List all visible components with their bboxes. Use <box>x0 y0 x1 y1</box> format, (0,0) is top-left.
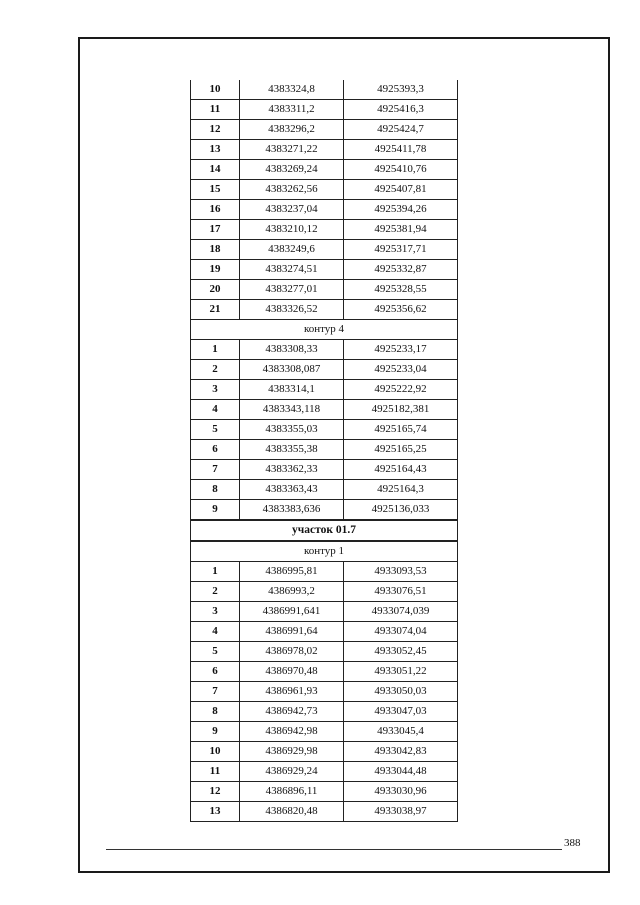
point-number-cell: 5 <box>191 420 240 440</box>
x-coordinate-cell: 4383363,43 <box>240 480 344 500</box>
point-number-cell: 10 <box>191 742 240 762</box>
y-coordinate-cell: 4925165,25 <box>344 440 458 460</box>
table-row <box>191 220 458 240</box>
table-row <box>191 802 458 822</box>
x-coordinate-cell: 4386970,48 <box>240 662 344 682</box>
table-row <box>191 602 458 622</box>
point-number-cell: 21 <box>191 300 240 320</box>
x-coordinate-cell: 4386929,24 <box>240 762 344 782</box>
table-row <box>191 480 458 500</box>
x-coordinate-cell: 4383343,118 <box>240 400 344 420</box>
point-number-cell: 20 <box>191 280 240 300</box>
x-coordinate-cell: 4383326,52 <box>240 300 344 320</box>
y-coordinate-cell: 4925233,04 <box>344 360 458 380</box>
y-coordinate-cell: 4933074,039 <box>344 602 458 622</box>
point-number-cell: 1 <box>191 562 240 582</box>
point-number-cell: 13 <box>191 802 240 822</box>
y-coordinate-cell: 4925393,3 <box>344 80 458 100</box>
point-number-cell: 14 <box>191 160 240 180</box>
y-coordinate-cell: 4933050,03 <box>344 682 458 702</box>
page-number: 388 <box>564 837 581 849</box>
point-number-cell: 2 <box>191 360 240 380</box>
x-coordinate-cell: 4386978,02 <box>240 642 344 662</box>
y-coordinate-cell: 4933074,04 <box>344 622 458 642</box>
x-coordinate-cell: 4386991,641 <box>240 602 344 622</box>
table-row <box>191 400 458 420</box>
table-row <box>191 260 458 280</box>
x-coordinate-cell: 4383262,56 <box>240 180 344 200</box>
table-row <box>191 742 458 762</box>
point-number-cell: 10 <box>191 80 240 100</box>
point-number-cell: 3 <box>191 380 240 400</box>
point-number-cell: 15 <box>191 180 240 200</box>
x-coordinate-cell: 4386942,73 <box>240 702 344 722</box>
y-coordinate-cell: 4925416,3 <box>344 100 458 120</box>
point-number-cell: 16 <box>191 200 240 220</box>
x-coordinate-cell: 4386929,98 <box>240 742 344 762</box>
y-coordinate-cell: 4925410,76 <box>344 160 458 180</box>
y-coordinate-cell: 4933052,45 <box>344 642 458 662</box>
point-number-cell: 6 <box>191 662 240 682</box>
y-coordinate-cell: 4925317,71 <box>344 240 458 260</box>
point-number-cell: 2 <box>191 582 240 602</box>
y-coordinate-cell: 4925182,381 <box>344 400 458 420</box>
table-row <box>191 662 458 682</box>
y-coordinate-cell: 4925222,92 <box>344 380 458 400</box>
y-coordinate-cell: 4925407,81 <box>344 180 458 200</box>
x-coordinate-cell: 4383355,03 <box>240 420 344 440</box>
y-coordinate-cell: 4925165,74 <box>344 420 458 440</box>
y-coordinate-cell: 4925424,7 <box>344 120 458 140</box>
x-coordinate-cell: 4386995,81 <box>240 562 344 582</box>
table-row <box>191 722 458 742</box>
y-coordinate-cell: 4925332,87 <box>344 260 458 280</box>
table-row <box>191 360 458 380</box>
point-number-cell: 9 <box>191 500 240 521</box>
x-coordinate-cell: 4383274,51 <box>240 260 344 280</box>
coordinates-table <box>190 80 458 822</box>
y-coordinate-cell: 4925233,17 <box>344 340 458 360</box>
table-row <box>191 80 458 100</box>
point-number-cell: 19 <box>191 260 240 280</box>
point-number-cell: 8 <box>191 702 240 722</box>
table-row <box>191 562 458 582</box>
table-row <box>191 280 458 300</box>
part-heading: участок 01.7 <box>191 520 458 541</box>
coordinates-table-body <box>191 80 458 822</box>
point-number-cell: 7 <box>191 682 240 702</box>
y-coordinate-cell: 4925328,55 <box>344 280 458 300</box>
point-number-cell: 3 <box>191 602 240 622</box>
point-number-cell: 13 <box>191 140 240 160</box>
table-row <box>191 240 458 260</box>
table-row <box>191 100 458 120</box>
x-coordinate-cell: 4383308,087 <box>240 360 344 380</box>
y-coordinate-cell: 4933093,53 <box>344 562 458 582</box>
x-coordinate-cell: 4386993,2 <box>240 582 344 602</box>
point-number-cell: 5 <box>191 642 240 662</box>
x-coordinate-cell: 4383210,12 <box>240 220 344 240</box>
x-coordinate-cell: 4383362,33 <box>240 460 344 480</box>
y-coordinate-cell: 4933042,83 <box>344 742 458 762</box>
table-row <box>191 500 458 521</box>
table-row <box>191 682 458 702</box>
y-coordinate-cell: 4933047,03 <box>344 702 458 722</box>
x-coordinate-cell: 4383383,636 <box>240 500 344 521</box>
x-coordinate-cell: 4386942,98 <box>240 722 344 742</box>
x-coordinate-cell: 4383296,2 <box>240 120 344 140</box>
x-coordinate-cell: 4383314,1 <box>240 380 344 400</box>
table-row <box>191 420 458 440</box>
table-row <box>191 120 458 140</box>
y-coordinate-cell: 4925164,3 <box>344 480 458 500</box>
x-coordinate-cell: 4383249,6 <box>240 240 344 260</box>
x-coordinate-cell: 4386961,93 <box>240 682 344 702</box>
y-coordinate-cell: 4933030,96 <box>344 782 458 802</box>
point-number-cell: 17 <box>191 220 240 240</box>
table-row <box>191 160 458 180</box>
x-coordinate-cell: 4383308,33 <box>240 340 344 360</box>
point-number-cell: 12 <box>191 120 240 140</box>
y-coordinate-cell: 4933038,97 <box>344 802 458 822</box>
table-row <box>191 460 458 480</box>
table-row <box>191 622 458 642</box>
x-coordinate-cell: 4383355,38 <box>240 440 344 460</box>
point-number-cell: 6 <box>191 440 240 460</box>
point-number-cell: 9 <box>191 722 240 742</box>
point-number-cell: 1 <box>191 340 240 360</box>
table-row <box>191 782 458 802</box>
table-row <box>191 642 458 662</box>
x-coordinate-cell: 4386991,64 <box>240 622 344 642</box>
contour-heading: контур 4 <box>191 320 458 340</box>
table-row <box>191 300 458 320</box>
x-coordinate-cell: 4383277,01 <box>240 280 344 300</box>
y-coordinate-cell: 4925394,26 <box>344 200 458 220</box>
table-row <box>191 762 458 782</box>
y-coordinate-cell: 4925136,033 <box>344 500 458 521</box>
table-row <box>191 340 458 360</box>
table-row <box>191 380 458 400</box>
table-row <box>191 180 458 200</box>
footer-rule <box>106 849 562 850</box>
y-coordinate-cell: 4933045,4 <box>344 722 458 742</box>
x-coordinate-cell: 4386896,11 <box>240 782 344 802</box>
contour-heading-row <box>191 541 458 562</box>
point-number-cell: 7 <box>191 460 240 480</box>
point-number-cell: 11 <box>191 100 240 120</box>
y-coordinate-cell: 4933044,48 <box>344 762 458 782</box>
point-number-cell: 4 <box>191 400 240 420</box>
part-heading-row <box>191 520 458 541</box>
x-coordinate-cell: 4383271,22 <box>240 140 344 160</box>
point-number-cell: 8 <box>191 480 240 500</box>
table-row <box>191 140 458 160</box>
point-number-cell: 18 <box>191 240 240 260</box>
x-coordinate-cell: 4383269,24 <box>240 160 344 180</box>
x-coordinate-cell: 4383237,04 <box>240 200 344 220</box>
y-coordinate-cell: 4933076,51 <box>344 582 458 602</box>
contour-heading: контур 1 <box>191 541 458 562</box>
table-row <box>191 582 458 602</box>
point-number-cell: 11 <box>191 762 240 782</box>
contour-heading-row <box>191 320 458 340</box>
point-number-cell: 12 <box>191 782 240 802</box>
table-row <box>191 440 458 460</box>
x-coordinate-cell: 4386820,48 <box>240 802 344 822</box>
point-number-cell: 4 <box>191 622 240 642</box>
x-coordinate-cell: 4383324,8 <box>240 80 344 100</box>
x-coordinate-cell: 4383311,2 <box>240 100 344 120</box>
table-row <box>191 702 458 722</box>
y-coordinate-cell: 4925164,43 <box>344 460 458 480</box>
y-coordinate-cell: 4925381,94 <box>344 220 458 240</box>
y-coordinate-cell: 4925411,78 <box>344 140 458 160</box>
y-coordinate-cell: 4933051,22 <box>344 662 458 682</box>
y-coordinate-cell: 4925356,62 <box>344 300 458 320</box>
table-row <box>191 200 458 220</box>
